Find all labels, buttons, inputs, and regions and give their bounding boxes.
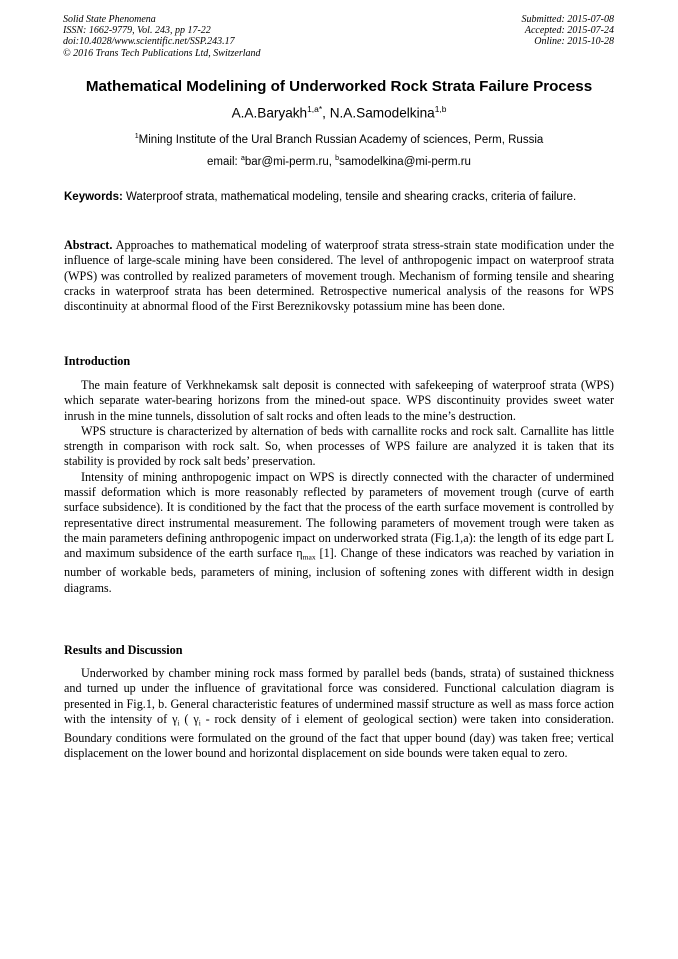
author-1-affil: 1,a*: [307, 104, 323, 114]
gamma-symbol: γ: [172, 711, 178, 726]
accepted-date: Accepted: 2015-07-24: [524, 25, 614, 37]
gamma-symbol-2: γ: [193, 711, 199, 726]
email-line: [0, 154, 678, 168]
affiliation-text: Mining Institute of the Ural Branch Russian Academy of sciences, Perm, Russia: [138, 133, 544, 146]
keywords-label: Keywords:: [64, 191, 123, 203]
email-label: email:: [207, 155, 241, 168]
abstract-text: Approaches to mathematical modeling of waterproof strata stress-strain state modification under the influence of large-scale mining have been considered. The level of anthropogenic impact on waterproof strata (WPS) was controlled by realized parameters of movement trough. Mechanism of forming tensile and shearing cracks in waterproof strata has been determined. Retrospective numerical analysis of the reasons for WPS discontinuity at abnormal flood of the First Bereznikovsky potassium mine has been done.: [64, 238, 614, 314]
results-paragraph-1: [64, 666, 614, 761]
results-heading: Results and Discussion: [64, 643, 183, 657]
email-mark-b: b: [335, 154, 340, 162]
email-mark-a: a: [240, 154, 245, 162]
author-1: A.A.Baryakh: [231, 105, 308, 121]
keywords: [64, 190, 614, 205]
abstract: [64, 238, 614, 314]
author-2-affil: 1,b: [434, 104, 447, 114]
affiliation: [0, 132, 678, 146]
affiliation-mark: 1: [134, 132, 139, 140]
email-b: samodelkina@mi-perm.ru: [339, 155, 471, 168]
email-a: bar@mi-perm.ru,: [244, 155, 336, 168]
intro-p3-text-b: [1]. Change of these indicators was reached by variation in number of workable beds, parameters of mining, inclusion of softening zones with different width in design diagrams.: [64, 546, 615, 595]
gamma-subscript: i: [177, 718, 180, 728]
author-line: [0, 104, 678, 121]
submitted-date: Submitted: 2015-07-08: [521, 14, 614, 25]
results-p1-text-c: - rock density of i element of geological section) were taken into consideration. Boundary conditions were formulated on the ground of the fact that upper bound (day) was taken free; vertical displacement on the lower bound and horizontal displacement on side bounds were taken equal to zero.: [64, 711, 615, 761]
intro-paragraph-1: The main feature of Verkhnekamsk salt deposit is connected with safekeeping of waterproof strata (WPS) which separate water-bearing horizons from the mined-out space. WPS discontinuity provides sweet water inrush in the mine tunnels, dissolution of salt rocks and often leads to the mine’s destruction.: [64, 378, 614, 423]
paper-title: Mathematical Modelining of Underworked Rock Strata Failure Process: [85, 78, 593, 95]
journal-header: [63, 14, 261, 59]
results-p1-text-a: Underworked by chamber mining rock mass formed by parallel beds (bands, strata) of sustained thickness and turned up under the influence of gravitational force was considered. Functional calculation diagram is presented in Fig.1, b. General characteristic features of undermined massif structure as well as mass force action with the intensity of: [64, 666, 614, 726]
eta-symbol: η: [296, 546, 303, 561]
author-2: N.A.Samodelkina: [329, 105, 435, 121]
journal-doi: doi:10.4028/www.scientific.net/SSP.243.17: [63, 36, 235, 48]
journal-copyright: © 2016 Trans Tech Publications Ltd, Switzerland: [63, 47, 261, 59]
online-date: Online: 2015-10-28: [534, 36, 614, 48]
results-body: [64, 666, 614, 761]
intro-paragraph-3: [64, 470, 614, 596]
introduction-body: [64, 378, 614, 596]
dates-header: [522, 14, 615, 48]
journal-name: Solid State Phenomena: [63, 14, 156, 25]
journal-issn: ISSN: 1662-9779, Vol. 243, pp 17-22: [63, 25, 211, 37]
abstract-label: Abstract.: [64, 238, 113, 252]
eta-subscript: max: [302, 552, 316, 562]
results-p1-text-b: (: [179, 711, 194, 726]
gamma-subscript-2: i: [198, 718, 201, 728]
intro-p3-text-a: Intensity of mining anthropogenic impact on WPS is directly connected with the character of undermined massif deformation which is more reasonably reflected by parameters of movement trough (curve of earth surface subsidence). It is conditioned by the fact that the process of the earth surface movement is controlled by representative direct instrumental measurement. The following parameters of movement trough were taken as the main parameters defining anthropogenic impact on underworked strata (Fig.1,a): the length of its edge part L and maximum subsidence of the earth surface: [64, 469, 614, 561]
author-separator: ,: [322, 105, 330, 121]
intro-paragraph-2: WPS structure is characterized by alternation of beds with carnallite rocks and rock salt. Carnallite has little strength in comparison with rock salt. So, when processes of WPS failure are analyzed it is taken that its stability is provided by rock salt beds’ preservation.: [64, 423, 614, 469]
keywords-text: Waterproof strata, mathematical modeling, tensile and shearing cracks, criteria of failure.: [122, 191, 577, 203]
introduction-heading: Introduction: [64, 354, 131, 368]
